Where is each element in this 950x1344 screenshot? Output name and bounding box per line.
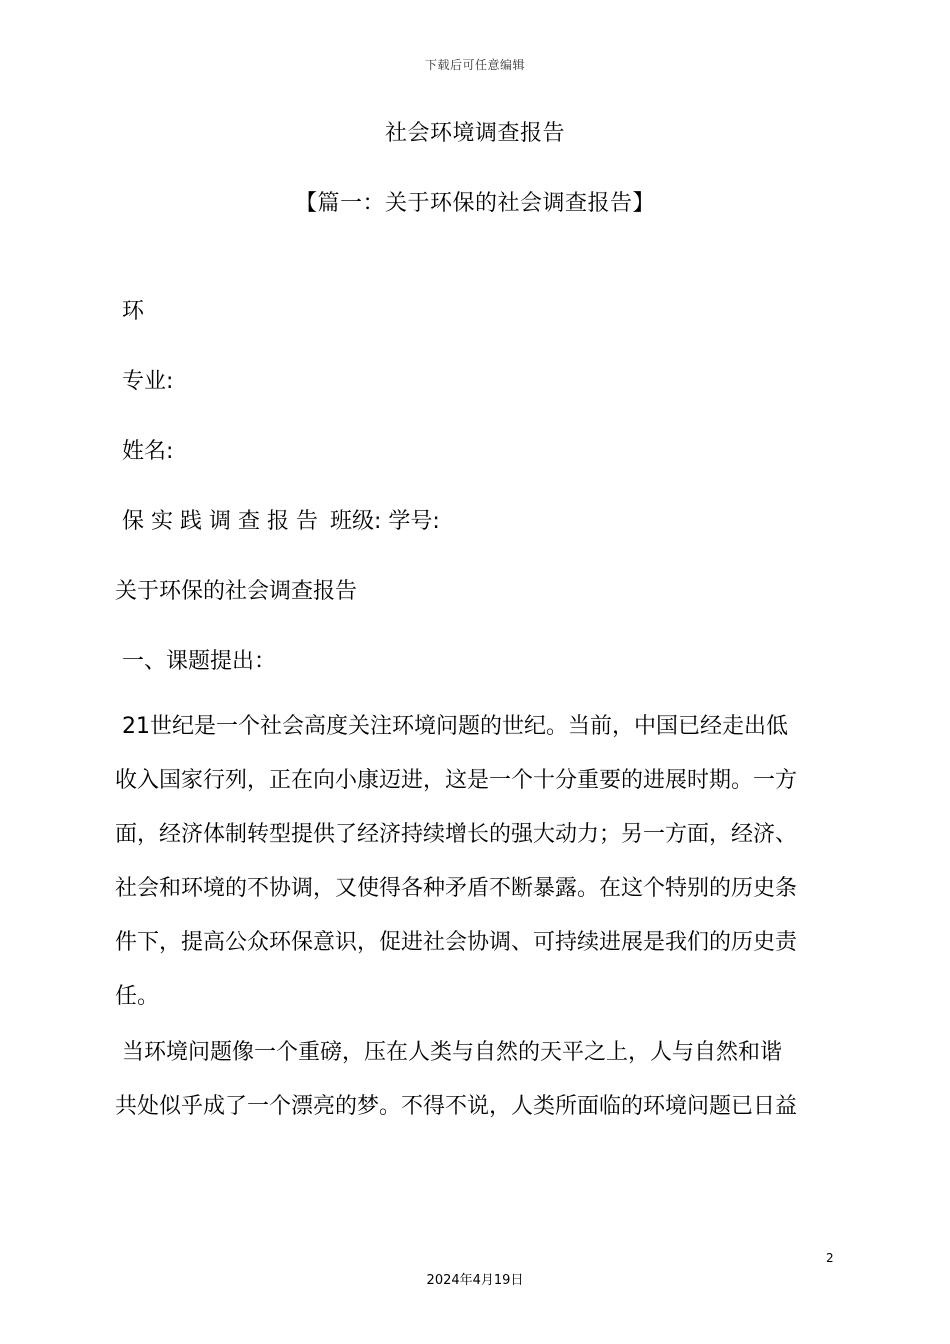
- paragraph-line: 任。: [115, 984, 160, 1009]
- paragraph-2: [115, 1026, 835, 1134]
- field-name-label: 姓名:: [122, 439, 174, 464]
- paragraph-1: [115, 700, 835, 1024]
- field-major-label: 专业:: [122, 369, 174, 394]
- field-practice-report: 保实践调查报告: [122, 509, 326, 534]
- header-note: 下载后可任意编辑: [424, 58, 525, 72]
- field-huan: 环: [122, 299, 145, 324]
- paragraph-line: 社会和环境的不协调，又使得各种矛盾不断暴露。在这个特别的历史条: [115, 876, 798, 901]
- footer-date: 2024年4月19日: [426, 1273, 524, 1288]
- paragraph-line: 共处似乎成了一个漂亮的梦。不得不说，人类所面临的环境问题已日益: [115, 1094, 798, 1119]
- paragraph-line: 收入国家行列，正在向小康迈进，这是一个十分重要的进展时期。一方: [115, 768, 798, 793]
- section-1-heading: 一、课题提出：: [122, 649, 277, 674]
- paragraph-line: 件下，提高公众环保意识，促进社会协调、可持续进展是我们的历史责: [115, 930, 798, 955]
- page-number: 2: [826, 1251, 834, 1265]
- paragraph-line: 当环境问题像一个重磅，压在人类与自然的天平之上，人与自然和谐: [122, 1040, 783, 1065]
- paragraph-line: 21世纪是一个社会高度关注环境问题的世纪。当前，中国已经走出低: [122, 714, 788, 739]
- field-class-id-label: 班级: 学号:: [330, 509, 440, 534]
- document-title: 社会环境调查报告: [384, 121, 565, 146]
- document-subtitle: 【篇一：关于环保的社会调查报告】: [294, 191, 655, 216]
- report-title: 关于环保的社会调查报告: [115, 579, 358, 604]
- paragraph-line: 面，经济体制转型提供了经济持续增长的强大动力；另一方面，经济、: [115, 822, 798, 847]
